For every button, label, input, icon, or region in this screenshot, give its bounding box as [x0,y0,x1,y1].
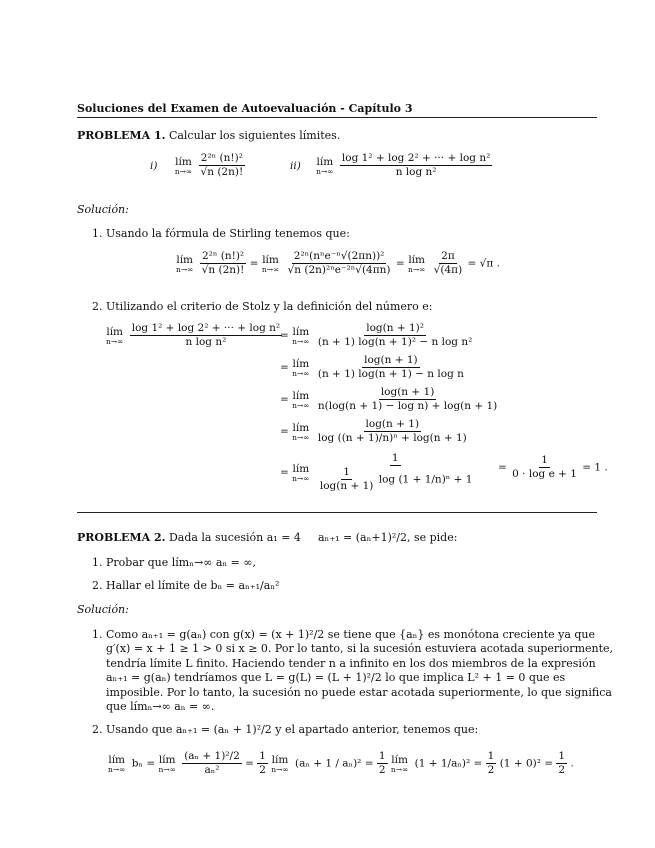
p2-solution-item-1-line-1: 1. Como aₙ₊₁ = g(aₙ) con g(x) = (x + 1)²/2 se tiene que {aₙ} es monótona creciente ya que [92,628,596,641]
fraction-i: $\frac{\text{2²ⁿ (n!)²}}{√n (2n)!}$ [200,152,244,178]
stolz-lhs-frac: $\frac{\text{log 1² + log 2² + ··· + log n²}}{\text{n log n²}}$ [131,322,281,348]
stolz-lhs [106,322,282,349]
limit-operator: lím n→∞ [106,325,124,346]
half-frac: $\frac{1}{2}$ [378,750,386,776]
fraction-ii: $\frac{\text{log 1² + log 2² + ··· + log n²}}{\text{n log n²}}$ [341,152,491,178]
problem-1-text: Calcular los siguientes límites. [168,129,341,142]
limit-operator: lím n→∞ [176,253,194,274]
solution-label-1: Solución: [77,203,129,216]
problem-2-heading: PROBLEMA 2. [77,531,166,544]
limit-operator: lím n→∞ [292,462,310,483]
limit-operator: lím n→∞ [271,753,289,774]
problem-2-text: Dada la sucesión a₁ = 4 [168,531,301,544]
problem-2-recurrence: aₙ₊₁ = (aₙ+1)²/2, se pide: [318,531,458,544]
problem-1-expression-i [150,152,245,179]
limit-operator: lím n→∞ [316,155,334,176]
stirling-frac-2: $\frac{\text{2²ⁿ(nⁿe⁻ⁿ√(2πn))²}}{\text{√n (2n)²ⁿe⁻²ⁿ√(4πn)}}$ [287,250,391,276]
solution-label-2: Solución: [77,603,129,616]
stolz-final-frac: $\frac{1}{\text{0 · log e + 1}}$ [512,454,577,480]
limit-operator: lím n→∞ [292,421,310,442]
stolz-frac-5: 1 $\frac{1}{\log(n + 1)}$ log (1 + 1/n)ⁿ + 1 [319,452,473,492]
stirling-formula: lím n→∞ $\frac{\text{2²ⁿ (n!)²}}{√n (2n)!}$ = lím n→∞ $\frac{\text{2²ⁿ(nⁿe⁻ⁿ√(2πn))²}}{\text{√n (2n)²ⁿe⁻²ⁿ√(4πn)}}$ = lím n→∞ $\frac{2\pi}{√(4\pi)}$ = √π . [176,250,500,276]
limit-operator: lím n→∞ [292,389,310,410]
stolz-inner-frac: $\frac{1}{\log(n + 1)}$ [319,466,374,492]
p2-solution-item-2: 2. Usando que aₙ₊₁ = (aₙ + 1)²/2 y el apartado anterior, tenemos que: [92,723,479,736]
stolz-frac-1: $\frac{\text{log(n + 1)²}}{\text{(n + 1) log(n + 1)² − n log n²}}$ [317,322,473,348]
p2-final-formula: lím n→∞ bₙ = lím n→∞ $\frac{\text{(aₙ + 1)²/2}}{\text{aₙ²}}$ = $\frac{1}{2}$ lím n→∞ (aₙ + 1 / aₙ)² = $\frac{1}{2}$ lím n→∞ (1 + 1/aₙ)² = $\frac{1}{2}$ (1 + 0)² = $\frac{1}{2}$ . [108,750,574,776]
label-i: i) [150,159,158,172]
p1-solution-item-2: 2. Utilizando el criterio de Stolz y la definición del número e: [92,300,433,313]
stolz-step-3: = lím n→∞ $\frac{\log(n + 1)}{\text{n(log(n + 1) − log n) + log(n + 1)}}$ [280,386,498,412]
p2-solution-item-1-line-4: aₙ₊₁ = g(aₙ) tendríamos que L = g(L) = (L + 1)²/2 lo que implica L² + 1 = 0 que es [106,671,566,684]
page-title: Soluciones del Examen de Autoevaluación - Capítulo 3 [77,102,413,115]
problem-2-item-2: 2. Hallar el límite de bₙ = aₙ₊₁/aₙ² [92,579,280,592]
limit-operator: lím n→∞ [407,253,426,274]
limit-operator: lím n→∞ [390,753,409,774]
p2-solution-item-1-line-2: g′(x) = x + 1 ≥ 1 > 0 si x ≥ 0. Por lo tanto, si la sucesión estuviera acotada superiormente, [106,642,614,655]
label-ii: ii) [290,159,301,172]
p1-solution-item-1: 1. Usando la fórmula de Stirling tenemos que: [92,227,350,240]
p2-solution-item-1-line-5: imposible. Por lo tanto, la sucesión no puede estar acotada superiormente, lo que significa [106,686,612,699]
stolz-step-5: = lím n→∞ 1 $\frac{1}{\log(n + 1)}$ log (1 + 1/n)ⁿ + 1 [280,452,473,492]
section-rule [77,512,597,513]
p2-solution-item-1-line-6: que límₙ→∞ aₙ = ∞. [106,700,215,713]
stirling-frac-1: $\frac{\text{2²ⁿ (n!)²}}{√n (2n)!}$ [201,250,245,276]
title-rule [77,117,597,118]
problem-2-item-1: 1. Probar que límₙ→∞ aₙ = ∞, [92,556,257,569]
stolz-frac-3: $\frac{\log(n + 1)}{\text{n(log(n + 1) − log n) + log(n + 1)}}$ [317,386,498,412]
half-frac: $\frac{1}{2}$ [259,750,266,776]
stolz-frac-2: $\frac{\log(n + 1)}{\text{(n + 1) log(n + 1) − n log n}}$ [317,354,464,380]
problem-1-statement [77,128,340,143]
stolz-step-4: = lím n→∞ $\frac{\log(n + 1)}{\text{log ((n + 1)/n)ⁿ + log(n + 1)}}$ [280,418,467,444]
p2-frac-a: $\frac{\text{(aₙ + 1)²/2}}{\text{aₙ²}}$ [184,750,240,776]
stirling-frac-3: $\frac{2\pi}{√(4\pi)}$ [433,250,463,276]
stolz-step-1: = lím n→∞ $\frac{\text{log(n + 1)²}}{\text{(n + 1) log(n + 1)² − n log n²}}$ [280,322,473,348]
limit-operator: lím n→∞ [108,753,126,774]
limit-operator: lím n→∞ [158,753,176,774]
stolz-step-2: = lím n→∞ $\frac{\log(n + 1)}{\text{(n + 1) log(n + 1) − n log n}}$ [280,354,464,380]
problem-2-statement [77,530,301,545]
limit-operator: lím n→∞ [292,325,310,346]
problem-1-heading: PROBLEMA 1. [77,129,166,142]
limit-operator: lím n→∞ [174,155,193,176]
stolz-frac-4: $\frac{\log(n + 1)}{\text{log ((n + 1)/n)ⁿ + log(n + 1)}}$ [317,418,467,444]
problem-1-expression-ii [290,152,492,179]
half-frac: $\frac{1}{2}$ [487,750,495,776]
half-frac: $\frac{1}{2}$ [558,750,566,776]
p2-solution-item-1-line-3: tendría límite L finito. Haciendo tender n a infinito en los dos miembros de la expresión [106,657,596,670]
limit-operator: lím n→∞ [292,357,310,378]
limit-operator: lím n→∞ [261,253,280,274]
stolz-result: = $\frac{1}{\text{0 · log e + 1}}$ = 1 . [498,454,608,480]
